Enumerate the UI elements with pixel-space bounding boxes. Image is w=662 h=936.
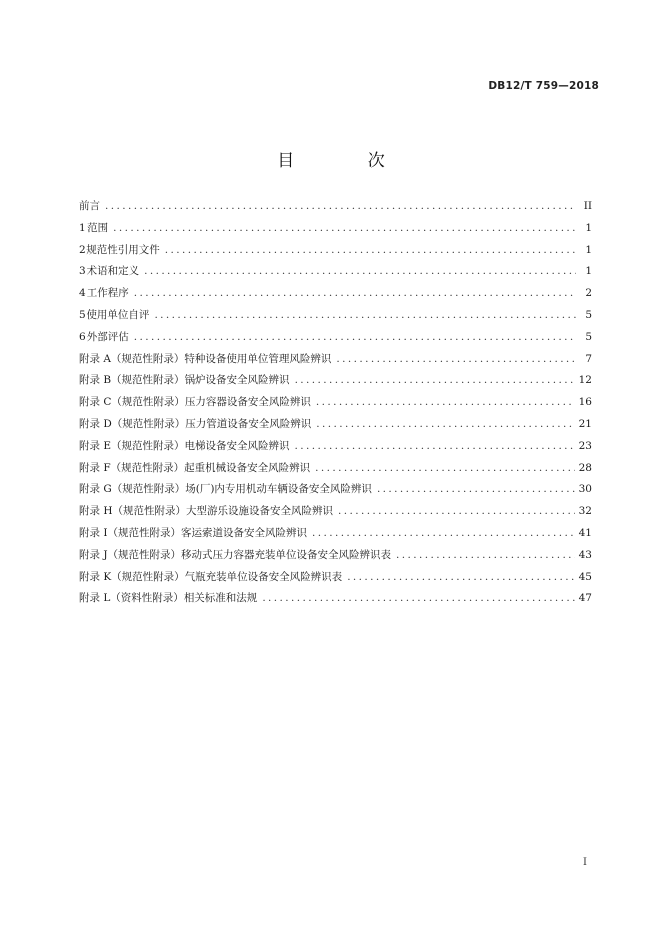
toc-entry-label: 起重机械设备安全风险辨识 — [184, 461, 311, 474]
toc-entry-appendix: 附录 J（规范性附录） — [79, 548, 182, 561]
toc-entry-appendix: 附录 D（规范性附录） — [79, 417, 186, 430]
toc-entry-label: 术语和定义 — [86, 265, 140, 278]
toc-entry-label: 外部评估 — [86, 330, 129, 343]
toc-dot-leader — [316, 418, 574, 430]
toc-entry-appendix: 附录 F（规范性附录） — [79, 461, 185, 474]
toc-entry[interactable] — [79, 198, 592, 220]
toc-entry-page: 41 — [578, 526, 592, 539]
toc-entry-page: 45 — [578, 570, 592, 583]
toc-dot-leader — [154, 309, 576, 321]
toc-entry-label: 规范性引用文件 — [86, 243, 160, 256]
toc-entry[interactable] — [79, 525, 592, 547]
toc-dot-leader — [134, 287, 576, 299]
toc-entry[interactable] — [79, 242, 592, 264]
toc-dot-leader — [113, 222, 576, 234]
toc-dot-leader — [144, 265, 576, 277]
toc-entry-label: 客运索道设备安全风险辨识 — [181, 526, 307, 539]
toc-dot-leader — [347, 571, 574, 583]
toc-entry-number: 1 — [79, 221, 86, 234]
toc-entry[interactable] — [79, 547, 592, 569]
toc-entry-page: 21 — [578, 417, 592, 430]
toc-entry-page: 1 — [585, 265, 592, 278]
toc-entry[interactable] — [79, 503, 592, 525]
toc-entry-label: 前言 — [79, 200, 100, 212]
toc-entry-label: 大型游乐设施设备安全风险辨识 — [186, 505, 333, 518]
toc-entry-label: 范围 — [87, 221, 109, 234]
toc-entry-appendix: 附录 E（规范性附录） — [79, 439, 185, 452]
toc-entry[interactable] — [79, 307, 592, 329]
toc-entry-page: 7 — [585, 352, 592, 365]
toc-entry-label: 使用单位自评 — [86, 308, 150, 321]
toc-entry[interactable] — [79, 590, 592, 612]
toc-entry-number: 5 — [79, 308, 86, 321]
toc-dot-leader — [338, 505, 575, 517]
toc-entry[interactable] — [79, 220, 592, 242]
toc-entry[interactable] — [79, 263, 592, 285]
toc-entry-number: 6 — [79, 330, 86, 343]
page-title: 目 次 — [277, 151, 419, 171]
toc-entry[interactable] — [79, 351, 592, 373]
toc-dot-leader — [134, 331, 576, 343]
toc-dot-leader — [396, 549, 575, 561]
toc-entry-page: 47 — [578, 592, 592, 605]
toc-entry-number: 3 — [79, 265, 86, 278]
document-code: DB12/T 759—2018 — [488, 80, 599, 92]
toc-entry-page: 2 — [585, 287, 592, 300]
toc-entry-page: 12 — [578, 374, 592, 387]
toc-entry-label: 气瓶充装单位设备安全风险辨识表 — [184, 570, 343, 583]
toc-entry-appendix: 附录 B（规范性附录） — [79, 374, 185, 387]
toc-entry-label: 特种设备使用单位管理风险辨识 — [184, 352, 332, 365]
toc-entry-appendix: 附录 H（规范性附录） — [79, 505, 186, 518]
toc-entry-label: 压力容器设备安全风险辨识 — [184, 396, 311, 409]
toc-entry-page: 28 — [578, 461, 592, 474]
toc-dot-leader — [295, 374, 575, 386]
toc-entry-label: 压力管道设备安全风险辨识 — [185, 417, 312, 430]
toc-dot-leader — [165, 244, 576, 256]
toc-entry-label: 锅炉设备安全风险辨识 — [184, 374, 290, 387]
toc-dot-leader — [295, 440, 575, 452]
toc-entry-appendix: 附录 G（规范性附录） — [79, 483, 186, 496]
toc-dot-leader — [377, 483, 575, 495]
table-of-contents — [79, 198, 592, 612]
toc-entry-page: 23 — [578, 439, 592, 452]
toc-entry-appendix: 附录 A（规范性附录） — [79, 352, 185, 365]
toc-entry[interactable] — [79, 285, 592, 307]
toc-dot-leader — [312, 527, 575, 539]
toc-entry-page: 5 — [585, 330, 592, 343]
toc-entry-page: 30 — [578, 483, 592, 496]
toc-dot-leader — [316, 396, 575, 408]
toc-entry-page: 1 — [585, 221, 592, 234]
toc-entry-label: 工作程序 — [86, 287, 129, 300]
toc-entry-label: 场(厂)内专用机动车辆设备安全风险辨识 — [185, 483, 372, 496]
toc-entry-appendix: 附录 I（规范性附录） — [79, 526, 181, 539]
page-number: I — [583, 857, 587, 868]
toc-entry[interactable] — [79, 372, 592, 394]
toc-entry-appendix: 附录 L（资料性附录） — [79, 592, 184, 605]
toc-entry-appendix: 附录 K（规范性附录） — [79, 570, 185, 583]
toc-entry[interactable] — [79, 416, 592, 438]
toc-entry[interactable] — [79, 481, 592, 503]
toc-entry-page: 16 — [578, 396, 592, 409]
toc-entry[interactable] — [79, 329, 592, 351]
toc-entry-label: 相关标准和法规 — [183, 592, 258, 605]
toc-entry[interactable] — [79, 394, 592, 416]
toc-entry-label: 移动式压力容器充装单位设备安全风险辨识表 — [181, 548, 392, 561]
toc-dot-leader — [315, 462, 575, 474]
toc-entry-page: 1 — [585, 243, 592, 256]
toc-entry-page: II — [583, 200, 592, 212]
toc-entry-page: 5 — [585, 308, 592, 321]
toc-entry-number: 4 — [79, 287, 86, 300]
toc-entry-number: 2 — [79, 243, 86, 256]
toc-dot-leader — [105, 200, 576, 212]
toc-dot-leader — [336, 353, 576, 365]
toc-entry[interactable] — [79, 569, 592, 591]
toc-entry-page: 32 — [578, 505, 592, 518]
toc-dot-leader — [262, 592, 574, 604]
toc-entry-appendix: 附录 C（规范性附录） — [79, 396, 185, 409]
toc-entry-label: 电梯设备安全风险辨识 — [184, 439, 290, 452]
toc-entry[interactable] — [79, 460, 592, 482]
toc-entry-page: 43 — [578, 548, 592, 561]
toc-entry[interactable] — [79, 438, 592, 460]
